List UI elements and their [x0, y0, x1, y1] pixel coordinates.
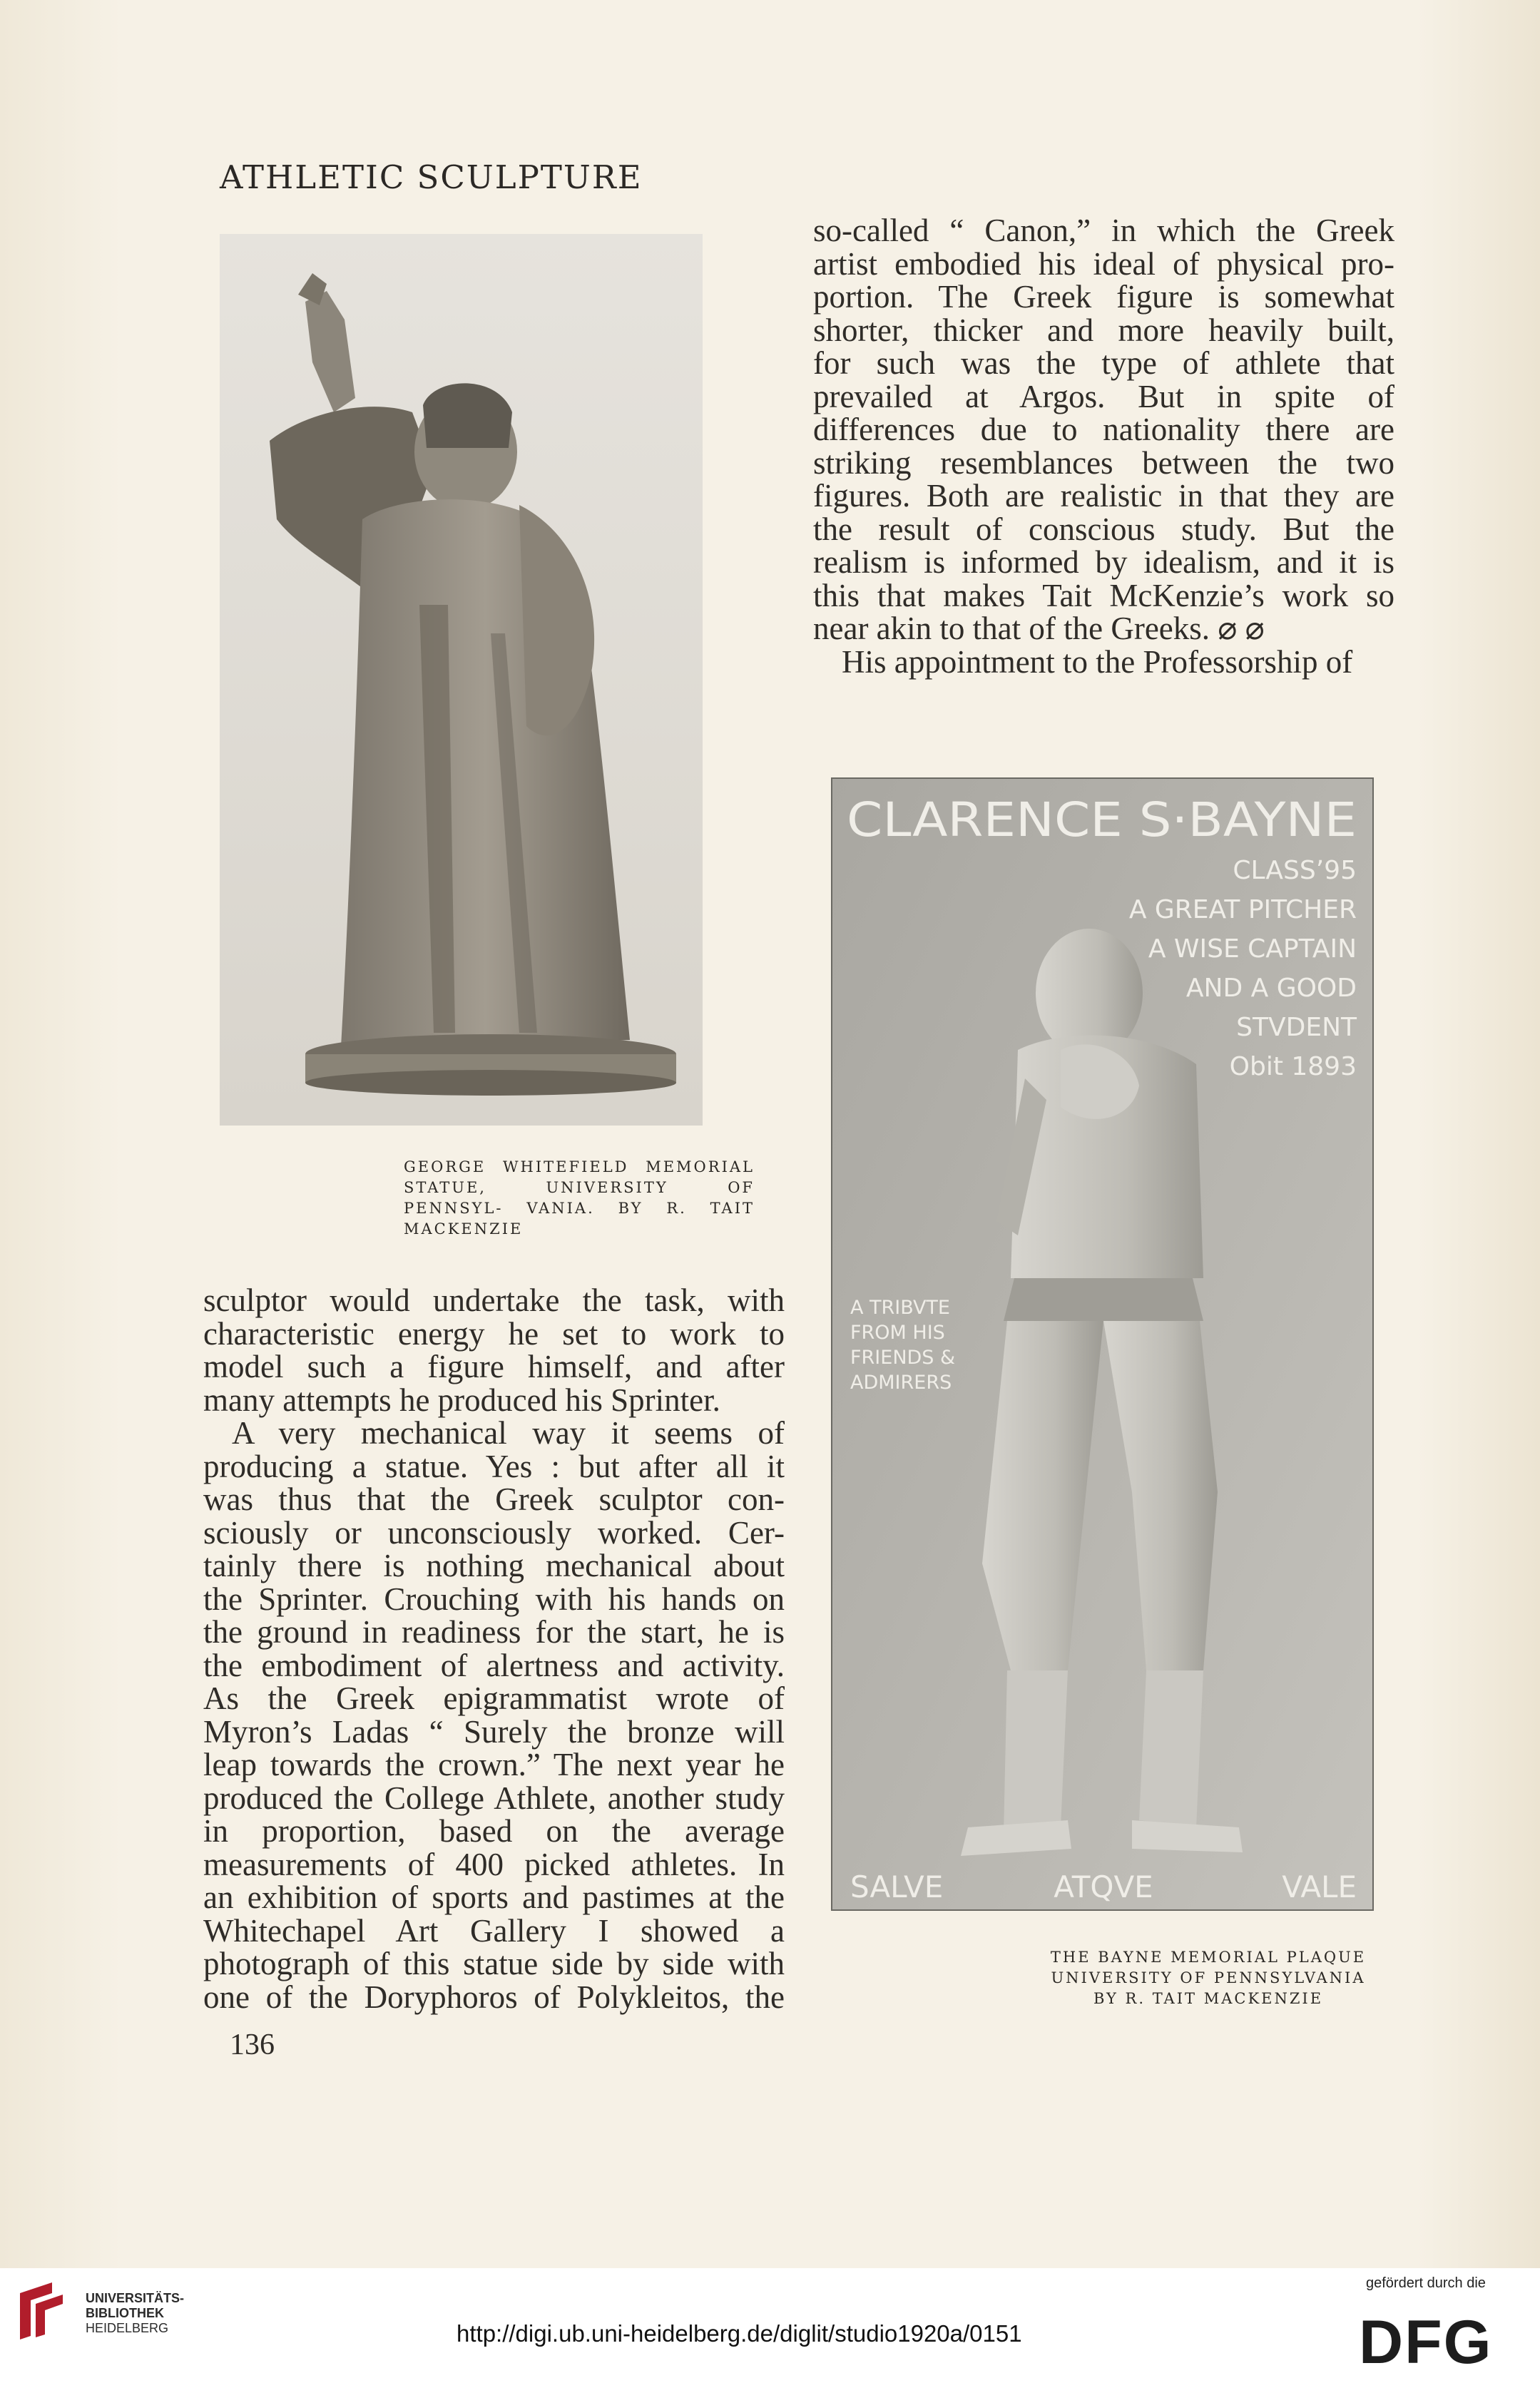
whitefield-caption [404, 1157, 755, 1240]
text-line: was thus that the Greek sculptor con- [203, 1481, 785, 1517]
plaque-name: CLARENCE S·BAYNE [847, 792, 1357, 847]
text-line: for such was the type of athlete that [813, 345, 1394, 381]
library-name-line: BIBLIOTHEK [86, 2306, 164, 2320]
caption-line: STATUE, UNIVERSITY OF PENNSYL- [404, 1179, 755, 1217]
text-line: realism is informed by idealism, and it is [813, 544, 1394, 580]
page-number: 136 [230, 2029, 275, 2061]
text-line: so-called “ Canon,” in which the Greek [813, 213, 1394, 248]
plaque-bottom-word: VALE [1282, 1869, 1357, 1904]
library-name-line: UNIVERSITÄTS- [86, 2291, 185, 2305]
plaque-line: ADMIRERS [850, 1372, 952, 1394]
plaque-line: STVDENT [1236, 1013, 1357, 1042]
text-line: Myron’s Ladas “ Surely the bronze will [203, 1713, 785, 1750]
text-line: sciously or unconsciously worked. Cer- [203, 1514, 785, 1551]
funder-note: gefördert durch die [1366, 2275, 1486, 2291]
plaque-bottom-word: ATQVE [1054, 1869, 1153, 1904]
text-line: produced the College Athlete, another study [203, 1780, 785, 1816]
text-line: in proportion, based on the average [203, 1813, 785, 1849]
plaque-line: FROM HIS [850, 1322, 945, 1344]
running-head: ATHLETIC SCULPTURE [220, 158, 643, 196]
caption-line: VANIA. BY R. TAIT MACKENZIE [404, 1200, 755, 1238]
plaque-line: A WISE CAPTAIN [1148, 934, 1357, 964]
text-line: an exhibition of sports and pastimes at the [203, 1879, 785, 1915]
text-line: measurements of 400 picked athletes. In [203, 1846, 785, 1882]
text-line: portion. The Greek figure is somewhat [813, 279, 1394, 315]
text-line: leap towards the crown.” The next year he [203, 1747, 785, 1782]
text-line: the result of conscious study. But the [813, 511, 1394, 547]
text-line: shorter, thicker and more heavily built, [813, 312, 1394, 348]
plaque-line: FRIENDS & [850, 1347, 956, 1369]
text-line: one of the Doryphoros of Polykleitos, the [203, 1979, 785, 2015]
text-line: prevailed at Argos. But in spite of [813, 378, 1394, 414]
plaque-line: A GREAT PITCHER [1128, 895, 1357, 924]
text-line: sculptor would undertake the task, with [203, 1282, 785, 1318]
plaque-line: Obit 1893 [1229, 1052, 1357, 1081]
text-line: many attempts he produced his Sprinter. [203, 1382, 720, 1418]
bayne-plaque-photo [831, 777, 1374, 1911]
plaque-line: AND A GOOD [1185, 974, 1357, 1003]
whitefield-statue-photo [220, 234, 703, 1126]
text-line: model such a figure himself, and after [203, 1349, 785, 1384]
text-line: tainly there is nothing mechanical about [203, 1548, 785, 1583]
plaque-line: A TRIBVTE [850, 1297, 950, 1319]
text-line: near akin to that of the Greeks. ⌀ ⌀ [813, 611, 1265, 646]
text-line: artist embodied his ideal of physical pro- [813, 245, 1394, 282]
text-line: His appointment to the Professorship of [842, 643, 1353, 680]
library-name [86, 2291, 184, 2336]
source-url-link[interactable]: http://digi.ub.uni-heidelberg.de/diglit/studio1920a/0151 [457, 2320, 1022, 2347]
plaque-bottom-word: SALVE [850, 1869, 944, 1904]
text-line: figures. Both are realistic in that they are [813, 478, 1394, 514]
text-line: characteristic energy he set to work to [203, 1315, 785, 1352]
text-line: the ground in readiness for the start, he is [203, 1614, 785, 1650]
text-line: producing a statue. Yes : but after all it [203, 1448, 785, 1484]
plaque-line: CLASS’95 [1233, 856, 1357, 885]
caption-line: UNIVERSITY OF PENNSYLVANIA [1051, 1969, 1366, 1986]
text-line: striking resemblances between the two [813, 444, 1394, 481]
right-column-text [813, 214, 1394, 678]
caption-line: BY R. TAIT MACKENZIE [1093, 1990, 1324, 2007]
text-line: photograph of this statue side by side with [203, 1946, 785, 1981]
text-line: Whitechapel Art Gallery I showed a [203, 1912, 785, 1949]
text-line: As the Greek epigrammatist wrote of [203, 1680, 785, 1716]
bayne-caption [1049, 1947, 1368, 2009]
text-line: differences due to nationality there are [813, 412, 1394, 447]
dfg-logo: DFG [1359, 2308, 1493, 2377]
left-column-text [203, 1284, 785, 2014]
text-line: this that makes Tait McKenzie’s work so [813, 577, 1394, 613]
text-line: A very mechanical way it seems of [232, 1415, 785, 1451]
library-logo-icon [13, 2279, 77, 2346]
text-line: the Sprinter. Crouching with his hands on [203, 1581, 785, 1617]
caption-line: GEORGE WHITEFIELD MEMORIAL [404, 1158, 755, 1175]
caption-line: THE BAYNE MEMORIAL PLAQUE [1050, 1949, 1367, 1966]
text-line: the embodiment of alertness and activity. [203, 1647, 785, 1683]
library-name-line: HEIDELBERG [86, 2321, 169, 2335]
